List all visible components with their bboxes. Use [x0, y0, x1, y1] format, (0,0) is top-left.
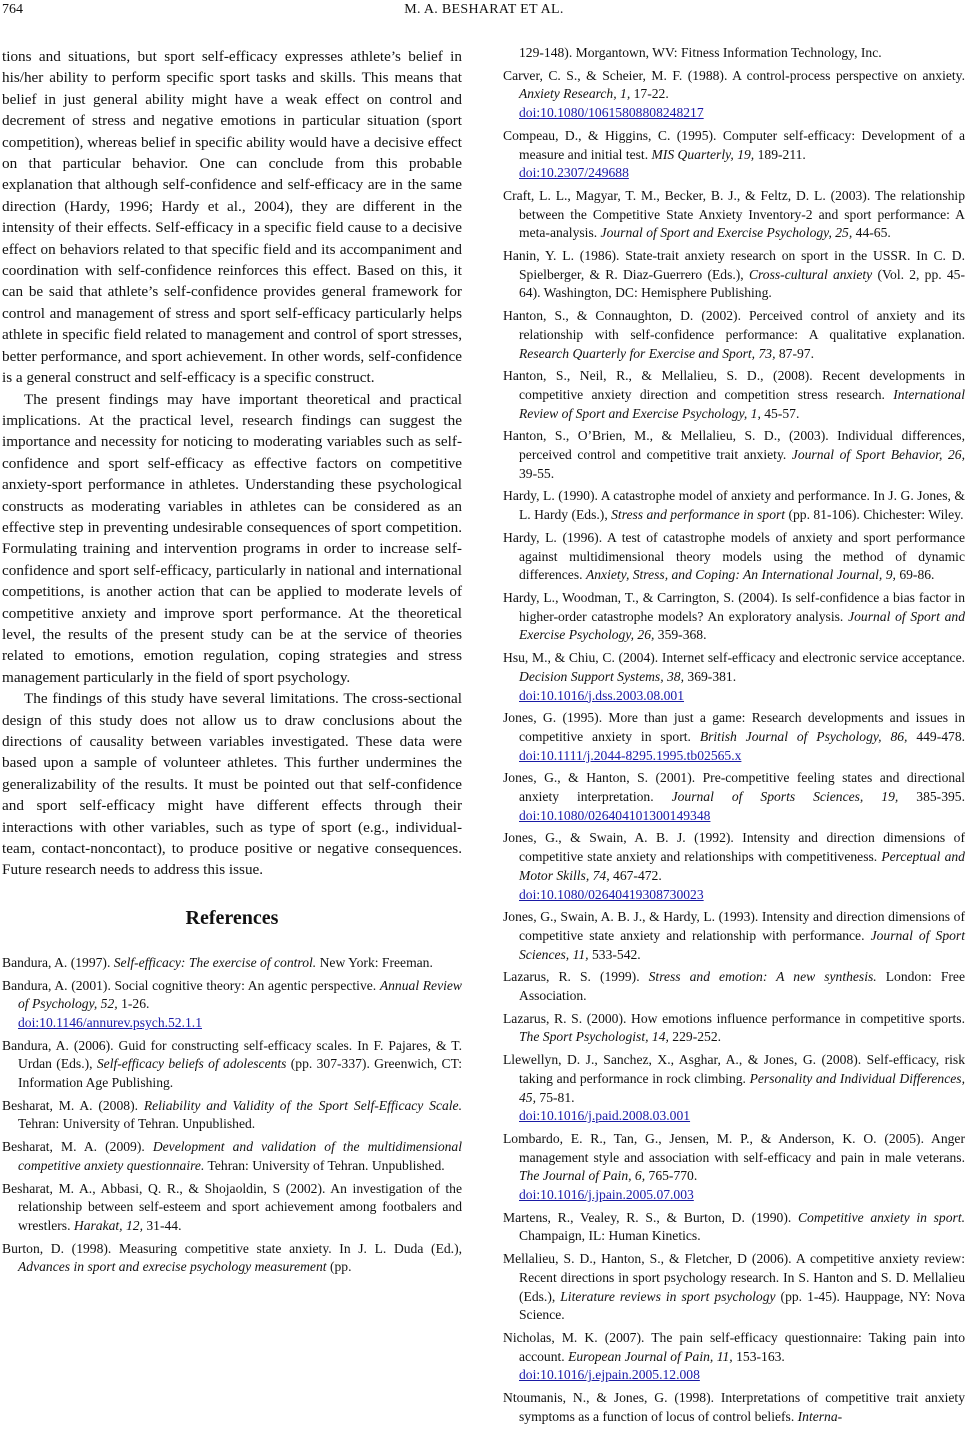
- reference-source: Personality and Individual Differences, 45,: [519, 1070, 965, 1105]
- reference-entry: [503, 1010, 965, 1047]
- reference-text: 31-44.: [142, 1217, 182, 1233]
- reference-source: Reliability and Validity of the Sport Self-Efficacy Scale.: [143, 1097, 462, 1113]
- reference-text: Lazarus, R. S. (1999).: [503, 969, 649, 985]
- reference-source: Development and validation of the multidimensional competitive anxiety questionnaire.: [18, 1139, 462, 1173]
- reference-source: Journal of Sport and Exercise Psychology, 26,: [519, 608, 966, 643]
- reference-text: London: Free Association.: [519, 969, 965, 1004]
- reference-source: Competitive anxiety in sport.: [797, 1209, 965, 1225]
- reference-source: British Journal of Psychology, 86,: [699, 728, 908, 744]
- reference-entry: [2, 1138, 462, 1175]
- reference-source: Advances in sport and exrecise psychology measurement: [18, 1259, 327, 1275]
- reference-text: (pp. 307-337). Greenwich, CT: Information Age Publishing.: [18, 1056, 462, 1091]
- left-column: [2, 46, 462, 1281]
- reference-source: Annual Review of Psychology, 52,: [18, 977, 462, 1012]
- reference-text: 87-97.: [775, 345, 814, 361]
- reference-text: 385-395.: [898, 789, 965, 805]
- reference-text: 765-770.: [645, 1168, 698, 1184]
- reference-entry: [2, 1180, 462, 1236]
- reference-text: Nicholas, M. K. (2007). The pain self-efficacy questionnaire: Taking pain into account.: [503, 1330, 965, 1364]
- reference-text: Compeau, D., & Higgins, C. (1995). Computer self-efficacy: Development of a measure and initial test.: [503, 127, 965, 162]
- reference-source: Cross-cultural anxiety: [748, 266, 873, 282]
- body-paragraph: The findings of this study have several limitations. The cross-sectional design of this study does not allow us to draw conclusions about the directions of causality between variables investigated. These data were based upon a sample of volunteer athletes. This further undermines the generalizability of the results. It must be pointed out that self-confidence and sport self-efficacy might have different effects through their interactions with other variables, such as type of sport (e.g., individual-team, contact-noncontact), to produce positive or negative consequences. Future research needs to address this issue.: [2, 690, 462, 879]
- reference-text: (Vol. 2, pp. 45-64). Washington, DC: Hemisphere Publishing.: [519, 266, 965, 301]
- reference-text: New York: Freeman.: [316, 954, 433, 970]
- reference-text: (pp. 81-106). Chichester: Wiley.: [785, 507, 964, 523]
- reference-text: Jones, G., & Hanton, S. (2001). Pre-competitive feeling states and directional anxiety interpretation.: [503, 770, 965, 805]
- reference-text: Lazarus, R. S. (2000). How emotions influence performance in competitive sports.: [503, 1010, 965, 1026]
- reference-entry: [503, 589, 965, 645]
- reference-entry: [2, 1097, 462, 1134]
- doi-link[interactable]: doi:10.1016/j.ejpain.2005.12.008: [519, 1367, 700, 1383]
- reference-entry: [503, 968, 965, 1005]
- reference-text: Llewellyn, D. J., Sanchez, X., Asghar, A., & Jones, G. (2008). Self-efficacy, risk taking and performance in rock climbing.: [503, 1052, 965, 1086]
- reference-text: Tehran: University of Tehran. Unpublished.: [204, 1157, 445, 1173]
- reference-source: Literature reviews in sport psychology: [560, 1288, 776, 1304]
- reference-text: 467-472.: [609, 867, 662, 883]
- reference-text: 189-211.: [754, 146, 806, 162]
- reference-text: Bandura, A. (1997).: [2, 954, 114, 970]
- reference-source: The Sport Psychologist, 14,: [519, 1029, 669, 1045]
- reference-entry: [503, 1329, 965, 1385]
- reference-entry: [503, 67, 965, 123]
- reference-entry: [2, 977, 462, 1033]
- reference-text: Lombardo, E. R., Tan, G., Jensen, M. P., & Anderson, K. O. (2005). Anger management style and association with self-efficacy and pain in male veterans.: [503, 1130, 965, 1165]
- reference-text: Jones, G., & Swain, A. B. J. (1992). Intensity and direction dimensions of competitive state anxiety and relationships with competitiveness.: [503, 830, 965, 865]
- references-list: [503, 44, 965, 1427]
- reference-text: 229-252.: [668, 1029, 722, 1045]
- references-heading: References: [185, 906, 279, 929]
- reference-text: Craft, L. L., Magyar, T. M., Becker, B. J., & Feltz, D. L. (2003). The relationship between the Competitive State Anxiety Inventory-2 and sport performance: A meta-analysis.: [503, 187, 965, 241]
- reference-text: Hanton, S., O’Brien, M., & Mellalieu, S. D., (2003). Individual differences, perceived control and competitive trait anxiety.: [503, 428, 965, 463]
- references-list: [2, 954, 462, 1277]
- reference-text: Hardy, L., Woodman, T., & Carrington, S. (2004). Is self-confidence a bias factor in higher-order catastrophe models? An exploratory analysis.: [503, 589, 965, 624]
- reference-text: Burton, D. (1998). Measuring competitive state anxiety. In J. L. Duda (Ed.),: [2, 1240, 462, 1256]
- reference-entry: [503, 829, 965, 904]
- reference-text: Bandura, A. (2001). Social cognitive theory: An agentic perspective.: [2, 977, 380, 993]
- right-column: [503, 44, 965, 1431]
- reference-entry: [503, 307, 965, 363]
- reference-text: 153-163.: [732, 1348, 785, 1364]
- doi-link[interactable]: doi:10.1016/j.jpain.2005.07.003: [519, 1187, 694, 1203]
- reference-text: 69-86.: [895, 567, 935, 583]
- reference-text: 39-55.: [519, 465, 555, 481]
- reference-text: Hanton, S., Neil, R., & Mellalieu, S. D., (2008). Recent developments in competitive anxiety direction and competition stress research.: [503, 368, 965, 402]
- reference-text: Hanin, Y. L. (1986). State-trait anxiety research on sport in the USSR. In C. D. Spielberger, & R. Diaz-Guerrero (Eds.),: [503, 248, 965, 282]
- reference-entry: [503, 1250, 965, 1325]
- reference-source: Harakat, 12,: [73, 1217, 143, 1233]
- reference-text: Carver, C. S., & Scheier, M. F. (1988). A control-process perspective on anxiety.: [503, 67, 965, 83]
- reference-text: Ntoumanis, N., & Jones, G. (1998). Interpretations of competitive trait anxiety symptoms as a function of locus of control beliefs.: [503, 1390, 965, 1424]
- reference-text: Mellalieu, S. D., Hanton, S., & Fletcher, D (2006). A competitive anxiety review: Recent directions in sport psychology research. In S. Hanton and S. D. Mellalieu (Eds.),: [503, 1251, 965, 1304]
- reference-source: Decision Support Systems, 38,: [519, 668, 684, 684]
- reference-entry: [503, 649, 965, 705]
- reference-text: 359-368.: [654, 627, 707, 643]
- reference-entry: [503, 44, 965, 63]
- reference-source: Journal of Sport Behavior, 26,: [791, 447, 965, 463]
- reference-source: MIS Quarterly, 19,: [651, 146, 755, 162]
- reference-source: Perceptual and Motor Skills, 74,: [519, 849, 965, 883]
- reference-source: Self-efficacy: The exercise of control.: [113, 954, 317, 970]
- doi-link[interactable]: doi:10.1080/02640419308730023: [519, 886, 704, 902]
- reference-text: Bandura, A. (2006). Guid for constructing self-efficacy scales. In F. Pajares, & T. Urdan (Eds.),: [2, 1037, 462, 1072]
- reference-source: The Journal of Pain, 6,: [519, 1168, 646, 1184]
- reference-text: 449-478.: [907, 728, 966, 744]
- reference-entry: [503, 487, 965, 524]
- reference-entry: [503, 908, 965, 964]
- reference-text: (pp.: [326, 1259, 352, 1275]
- reference-entry: [503, 1051, 965, 1126]
- reference-entry: [2, 1240, 462, 1277]
- reference-text: Tehran: University of Tehran. Unpublished.: [18, 1116, 256, 1132]
- reference-source: Anxiety Research, 1,: [519, 86, 631, 102]
- reference-text: 533-542.: [588, 946, 641, 962]
- doi-link[interactable]: doi:10.1111/j.2044-8295.1995.tb02565.x: [519, 747, 742, 763]
- reference-text: Besharat, M. A. (2009).: [2, 1139, 153, 1155]
- reference-entry: [2, 1037, 462, 1093]
- reference-source: Journal of Sports Sciences, 19,: [671, 789, 899, 805]
- reference-entry: [503, 709, 965, 765]
- reference-source: European Journal of Pain, 11,: [568, 1348, 733, 1364]
- reference-text: Hsu, M., & Chiu, C. (2004). Internet self-efficacy and electronic service acceptance.: [503, 650, 965, 666]
- reference-text: 75-81.: [536, 1089, 575, 1105]
- reference-entry: [503, 127, 965, 183]
- reference-text: (pp. 1-45). Hauppage, NY: Nova Science.: [519, 1288, 966, 1323]
- reference-text: Champaign, IL: Human Kinetics.: [519, 1228, 701, 1244]
- reference-entry: [503, 367, 965, 423]
- reference-text: 17-22.: [630, 86, 669, 102]
- reference-source: Journal of Sport and Exercise Psychology, 25,: [600, 225, 853, 241]
- doi-link[interactable]: doi:10.1080/026404101300149348: [519, 807, 711, 823]
- reference-text: Besharat, M. A. (2008).: [2, 1097, 144, 1113]
- reference-entry: [503, 427, 965, 483]
- page-number: 764: [2, 2, 23, 17]
- reference-entry: [503, 529, 965, 585]
- reference-text: 1-26.: [117, 996, 150, 1012]
- reference-text: Martens, R., Vealey, R. S., & Burton, D. (1990).: [503, 1209, 798, 1225]
- reference-source: Interna-: [797, 1408, 843, 1424]
- body-paragraph: tions and situations, but sport self-efficacy expresses athlete’s belief in his/her ability to perform specific sport tasks and skills. This means that belief in just general ability might have a weak effect on control and decrement of stress and negative emotions in particular situation (sport competition), whereas belief in specific ability would have a decisive effect on that particular behavior. One can conclude from this probable explanation that although self-confidence and self-efficacy are in the same direction (Hardy, 1996; Hardy et al., 2004), they are different in the intensity of their effects. Self-efficacy in a specific field cause to a decisive effect on behaviors related to that specific field and its accompaniment and coordination with self-confidence reinforces this effect. Based on this, it can be said that athlete’s self-confidence provides general framework for control and management of stress and sport self-efficacy particularly helps athlete in specific field related to management and control of sport stresses, better performance, and sport achievement. In other words, self-confidence is a general construct and self-efficacy is a specific construct.: [2, 48, 462, 387]
- doi-link[interactable]: doi:10.1016/j.paid.2008.03.001: [519, 1108, 691, 1124]
- reference-source: Anxiety, Stress, and Coping: An International Journal, 9,: [585, 567, 896, 583]
- reference-source: Self-efficacy beliefs of adolescents: [96, 1056, 287, 1072]
- reference-text: Jones, G. (1995). More than just a game: Research developments and issues in competitive anxiety in sport.: [503, 710, 965, 744]
- running-head: M. A. BESHARAT ET AL.: [404, 2, 564, 17]
- reference-text: 44-65.: [852, 225, 891, 241]
- doi-link[interactable]: doi:10.1080/10615808808248217: [519, 105, 704, 121]
- doi-link[interactable]: doi:10.1146/annurev.psych.52.1.1: [18, 1014, 202, 1030]
- reference-text: Hardy, L. (1996). A test of catastrophe models of anxiety and sport performance against multidimensional theory models using the method of dynamic differences.: [503, 529, 965, 583]
- page-header: [0, 0, 968, 22]
- reference-entry: [503, 187, 965, 243]
- reference-source: Stress and emotion: A new synthesis.: [648, 969, 877, 985]
- body-paragraph: The present findings may have important theoretical and practical implications. At the practical level, research findings can suggest the importance and necessity for noticing to moderating variables such as self-confidence and sport self-efficacy as effective factors on competitive anxiety-sport performance in athletes. Understanding these psychological constructs as moderating variables in athletes can be considered as an effective step in preventing undesirable consequences of sport competition. Formulating training and intervention programs in order to increase self-confidence and sport self-efficacy, particularly in national and international competitions, is another action that can be applied to moderate levels of competitive anxiety and improve sport performance. At the theoretical level, the results of the present study can be at the service of theories related to emotions, emotion regulation, coping strategies and stress management particularly in the field of sport psychology.: [2, 390, 462, 686]
- reference-text: 369-381.: [684, 668, 737, 684]
- reference-source: Journal of Sport Sciences, 11,: [519, 927, 965, 962]
- reference-entry: [503, 1130, 965, 1205]
- reference-text: Hanton, S., & Connaughton, D. (2002). Perceived control of anxiety and its relationship with self-confidence performance: A qualitative explanation.: [503, 308, 965, 342]
- reference-entry: [503, 769, 965, 825]
- reference-text: 45-57.: [760, 405, 800, 421]
- doi-link[interactable]: doi:10.1016/j.dss.2003.08.001: [519, 687, 685, 703]
- reference-text: Jones, G., Swain, A. B. J., & Hardy, L. (1993). Intensity and direction dimensions of competitive state anxiety and relationship with performance.: [503, 909, 965, 943]
- reference-entry: [503, 1209, 965, 1246]
- reference-text: Hardy, L. (1990). A catastrophe model of anxiety and performance. In J. G. Jones, & L. Hardy (Eds.),: [503, 488, 965, 523]
- reference-source: Stress and performance in sport: [611, 507, 786, 523]
- reference-source: Research Quarterly for Exercise and Sport, 73,: [519, 345, 776, 361]
- doi-link[interactable]: doi:10.2307/249688: [519, 165, 629, 181]
- reference-entry: [503, 247, 965, 303]
- reference-entry: [2, 954, 462, 973]
- reference-text: Besharat, M. A., Abbasi, Q. R., & Shojaoldin, S (2002). An investigation of the relationship between self-esteem and sport achievement among footbalers and wrestlers.: [2, 1180, 462, 1233]
- reference-source: International Review of Sport and Exercise Psychology, 1,: [519, 386, 965, 421]
- reference-text: 129-148). Morgantown, WV: Fitness Information Technology, Inc.: [519, 45, 882, 60]
